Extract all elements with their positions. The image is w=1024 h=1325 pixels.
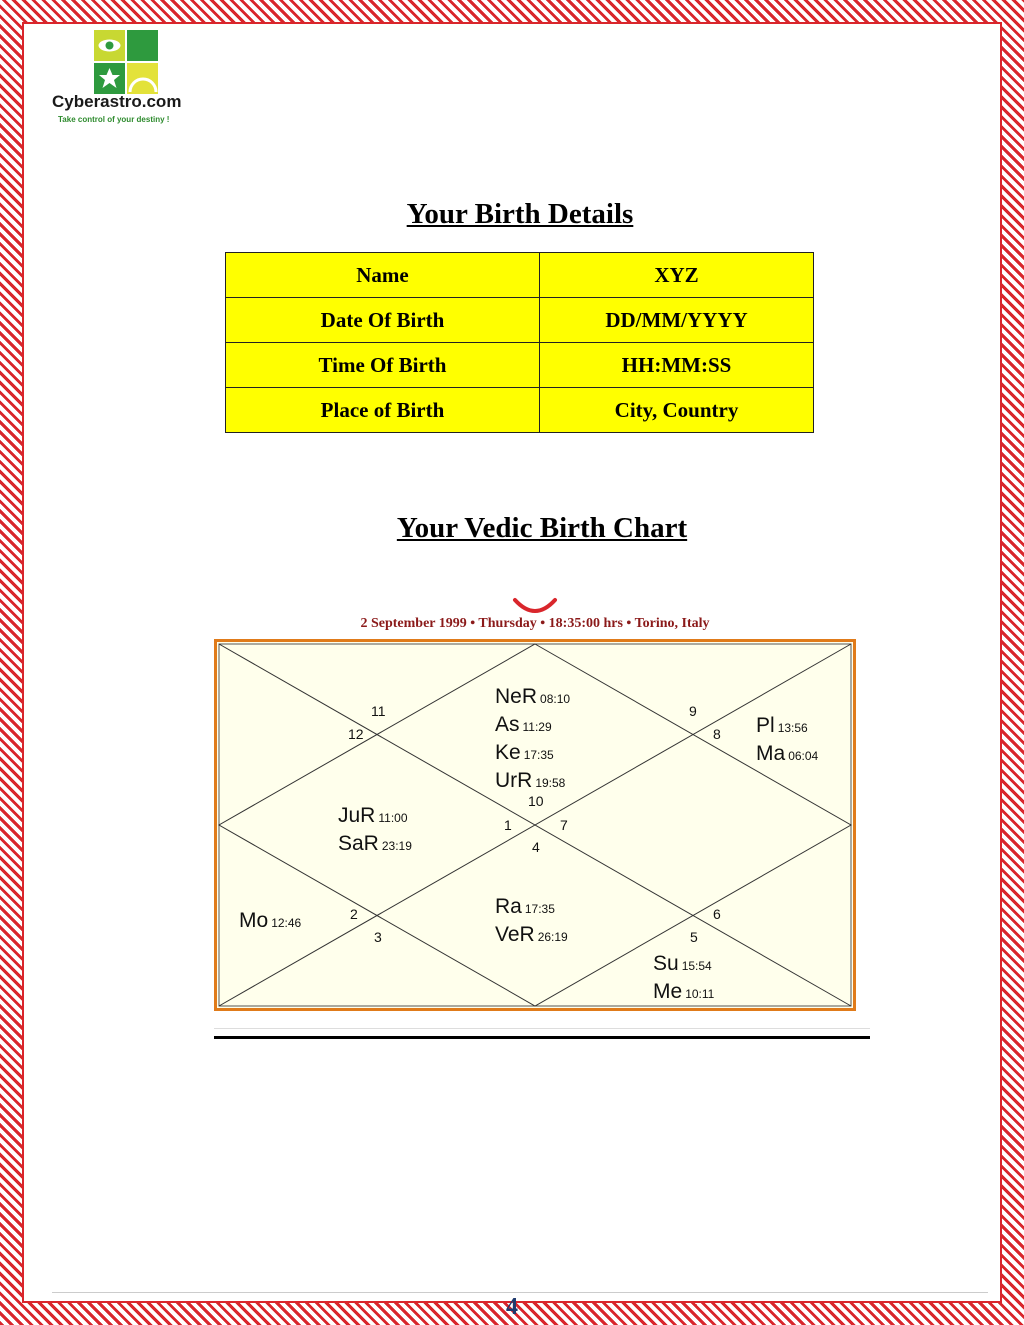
logo	[52, 28, 202, 128]
planet-degree: 19:58	[535, 776, 566, 790]
house-number: 8	[713, 726, 721, 742]
planet-ma	[756, 740, 818, 770]
planet-name: NeR	[495, 685, 538, 708]
detail-value: HH:MM:SS	[540, 343, 814, 388]
planet-urr	[495, 767, 565, 797]
planet-pl	[756, 712, 808, 742]
logo-tagline: Take control of your destiny !	[58, 115, 170, 124]
cyberastro-logo-icon	[94, 30, 158, 94]
planet-sar	[338, 830, 412, 860]
planet-name: Ke	[495, 741, 521, 764]
table-row	[226, 388, 814, 433]
planet-name: Ma	[756, 742, 786, 765]
table-row	[226, 343, 814, 388]
house-number: 4	[532, 839, 540, 855]
detail-label: Name	[226, 253, 540, 298]
planet-degree: 08:10	[540, 692, 571, 706]
planet-degree: 17:35	[523, 748, 554, 762]
planet-name: SaR	[338, 832, 379, 855]
planet-name: JuR	[338, 804, 376, 827]
footer-divider	[52, 1292, 988, 1293]
planet-ner	[495, 683, 570, 713]
planet-name: Me	[653, 980, 683, 1003]
planet-jur	[338, 802, 408, 832]
house-number: 5	[690, 929, 698, 945]
detail-label: Time Of Birth	[226, 343, 540, 388]
logo-name: Cyberastro.com	[52, 92, 182, 111]
house-number: 7	[560, 817, 568, 833]
detail-label: Date Of Birth	[226, 298, 540, 343]
house-number: 12	[348, 726, 364, 742]
birth-details-title: Your Birth Details	[406, 198, 634, 230]
planet-me	[653, 978, 714, 1008]
planet-name: VeR	[495, 923, 535, 946]
planet-degree: 11:29	[522, 720, 552, 734]
planet-name: Mo	[239, 909, 269, 932]
planet-degree: 26:19	[537, 930, 568, 944]
detail-label: Place of Birth	[226, 388, 540, 433]
birth-details-table	[225, 252, 814, 433]
planet-name: Ra	[495, 895, 522, 918]
house-number: 11	[371, 703, 386, 719]
house-number: 9	[689, 703, 697, 719]
planet-name: Su	[653, 952, 679, 975]
detail-value: City, Country	[540, 388, 814, 433]
planet-su	[653, 950, 712, 980]
house-number: 6	[713, 906, 721, 922]
table-row	[226, 298, 814, 343]
planet-degree: 13:56	[777, 721, 808, 735]
divider-thin	[214, 1028, 870, 1029]
planet-ra	[495, 893, 555, 923]
smile-ornament-icon	[512, 596, 558, 616]
vedic-chart-title: Your Vedic Birth Chart	[396, 512, 688, 544]
detail-value: XYZ	[540, 253, 814, 298]
planet-name: As	[495, 713, 520, 736]
divider-thick	[214, 1036, 870, 1039]
planet-mo	[239, 907, 301, 937]
chart-caption: 2 September 1999 • Thursday • 18:35:00 hrs • Torino, Italy	[360, 616, 710, 631]
planet-degree: 23:19	[381, 839, 412, 853]
house-number: 3	[374, 929, 382, 945]
planet-ver	[495, 921, 568, 951]
house-number: 1	[504, 817, 512, 833]
planet-degree: 15:54	[681, 959, 712, 973]
planet-name: UrR	[495, 769, 533, 792]
planet-degree: 06:04	[788, 749, 819, 763]
vedic-birth-chart	[214, 639, 856, 1011]
page-number: 4	[506, 1294, 518, 1320]
house-number: 2	[350, 906, 358, 922]
planet-degree: 12:46	[271, 916, 302, 930]
planet-degree: 10:11	[685, 987, 715, 1001]
planet-as	[495, 711, 552, 741]
planet-degree: 11:00	[378, 811, 408, 825]
planet-name: Pl	[756, 714, 775, 737]
table-row	[226, 253, 814, 298]
planet-ke	[495, 739, 554, 769]
planet-degree: 17:35	[524, 902, 555, 916]
house-number: 10	[528, 793, 544, 809]
detail-value: DD/MM/YYYY	[540, 298, 814, 343]
